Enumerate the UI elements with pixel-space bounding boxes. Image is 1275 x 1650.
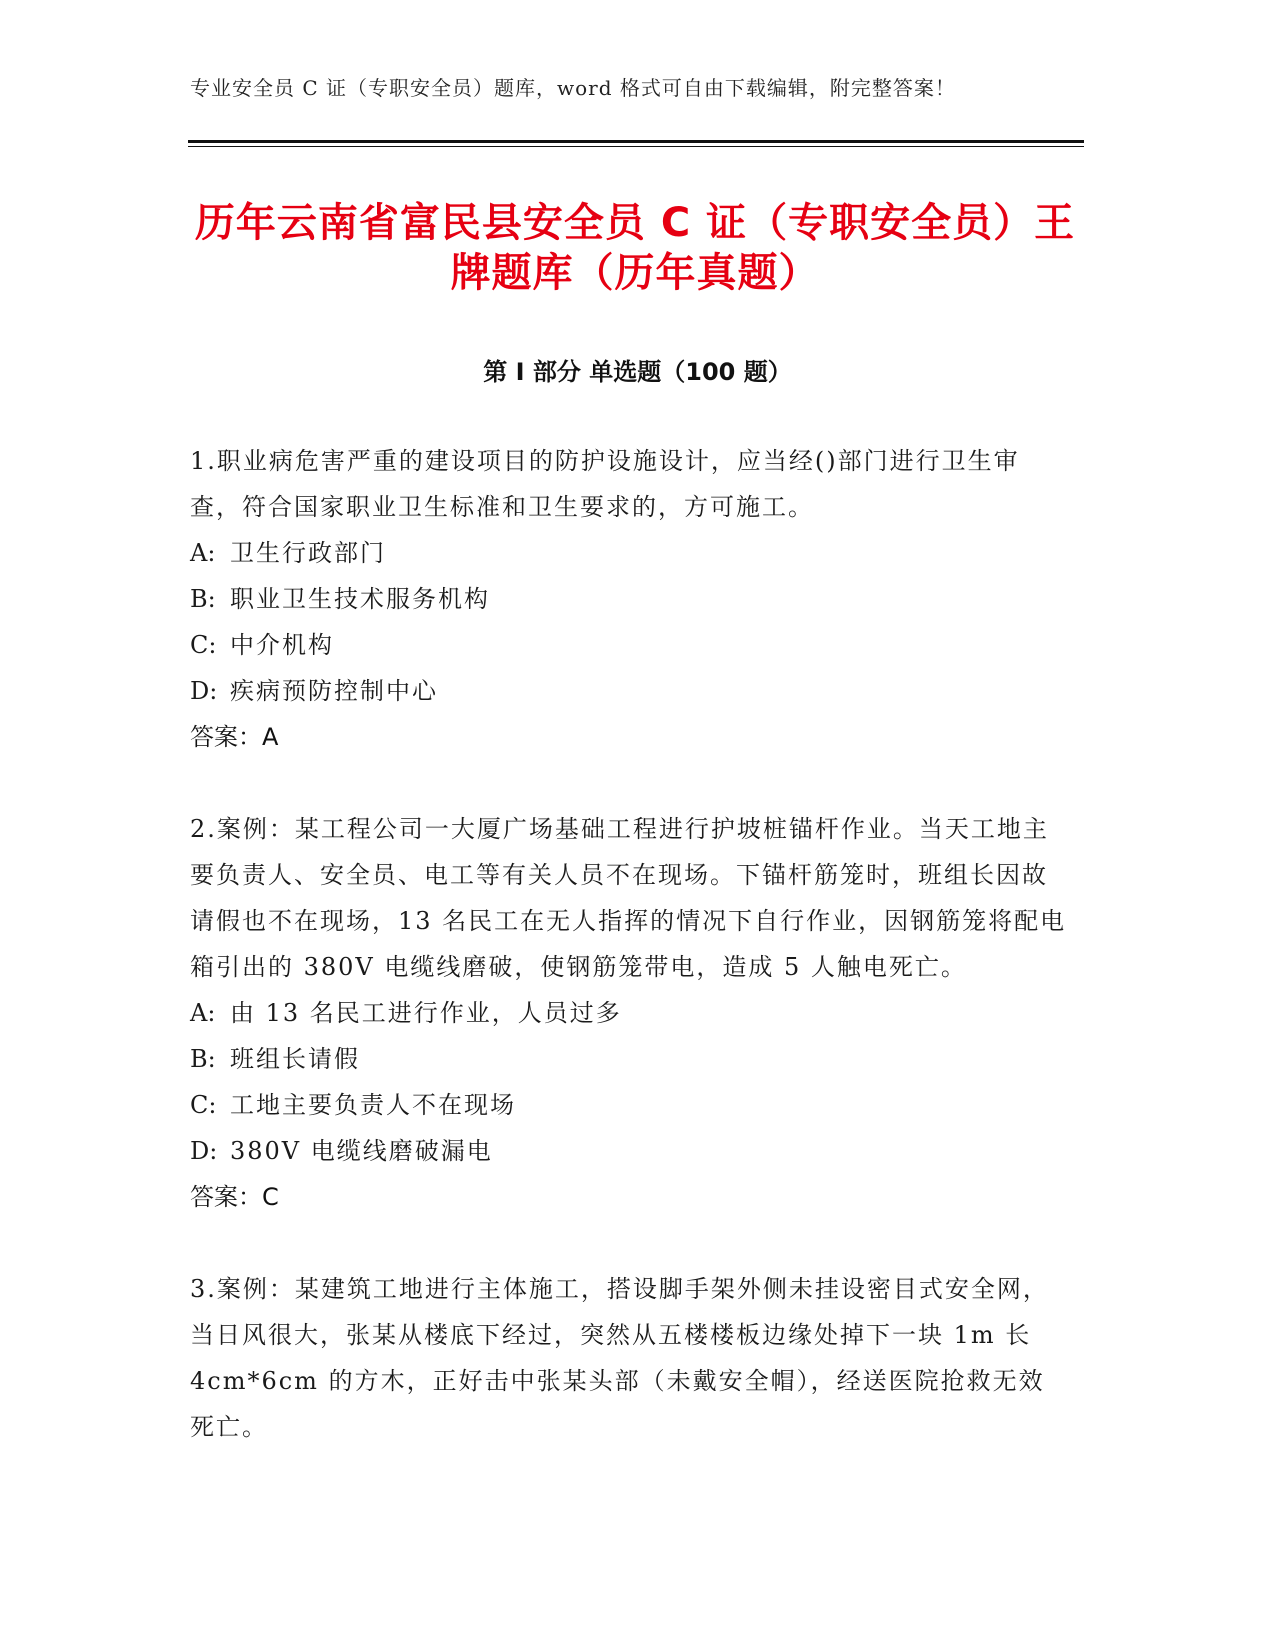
header-note: 专业安全员 C 证（专职安全员）题库，word 格式可自由下载编辑，附完整答案！ [190, 76, 956, 100]
header-rule-thin [188, 146, 1084, 147]
question-stem: 3.案例：某建筑工地进行主体施工，搭设脚手架外侧未挂设密目式安全网，当日风很大，张某从楼底下经过，突然从五楼楼板边缘处掉下一块 1m 长 4cm*6cm 的方木，正好击中张某头部（未戴安全帽），经送医院抢救无效死亡。 [190, 1275, 1049, 1441]
option-c: C: 中介机构 [190, 631, 334, 659]
answer: 答案：C [190, 1183, 279, 1211]
option-d: D: 疾病预防控制中心 [190, 677, 438, 705]
option-d: D: 380V 电缆线磨破漏电 [190, 1137, 493, 1165]
question-stem: 2.案例：某工程公司一大厦广场基础工程进行护坡桩锚杆作业。当天工地主要负责人、安全员、电工等有关人员不在现场。下锚杆筋笼时，班组长因故请假也不在现场，13 名民工在无人指挥的情况下自行作业，因钢筋笼将配电箱引出的 380V 电缆线磨破，使钢筋笼带电，造成 5 人触电死亡。 [190, 815, 1067, 981]
question-stem: 1.职业病危害严重的建设项目的防护设施设计，应当经()部门进行卫生审查，符合国家职业卫生标准和卫生要求的，方可施工。 [190, 447, 1020, 521]
option-a: A: 由 13 名民工进行作业，人员过多 [190, 999, 622, 1027]
question-list [190, 438, 1070, 1496]
document-title: 历年云南省富民县安全员 C 证（专职安全员）王牌题库（历年真题） [194, 200, 1076, 296]
question-1 [190, 438, 1070, 760]
option-b: B: 班组长请假 [190, 1045, 360, 1073]
answer: 答案：A [190, 723, 279, 751]
header-rule-thick [188, 140, 1084, 143]
option-b: B: 职业卫生技术服务机构 [190, 585, 490, 613]
question-2 [190, 806, 1070, 1220]
option-c: C: 工地主要负责人不在现场 [190, 1091, 516, 1119]
section-title: 第 I 部分 单选题（100 题） [483, 358, 792, 386]
option-a: A: 卫生行政部门 [190, 539, 386, 567]
question-3 [190, 1266, 1070, 1450]
